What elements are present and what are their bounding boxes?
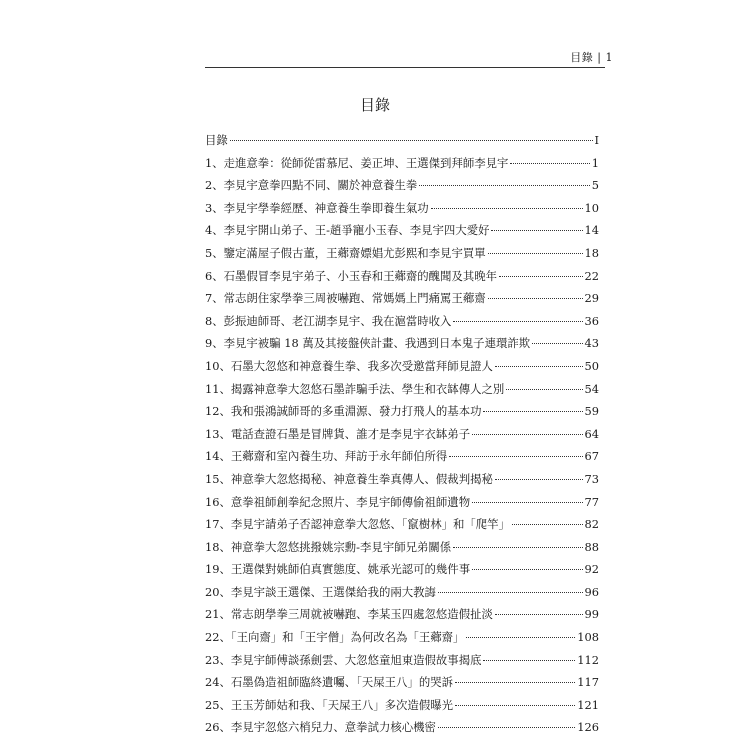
page-title: 目錄 [359, 96, 390, 114]
toc-entry-page: 36 [584, 313, 599, 328]
toc-entry [205, 561, 599, 584]
toc-entry [205, 177, 599, 200]
toc-entry-title: 26、李見宇忽悠六梢兒力、意拳試力核心機密 [205, 720, 436, 735]
dot-leader [491, 230, 582, 231]
toc-entry-page: 50 [584, 358, 599, 373]
toc-entry-page: 99 [584, 607, 599, 622]
toc-entry [205, 358, 599, 381]
running-head: 目錄 | 1 [570, 51, 613, 64]
toc-entry-title: 19、王選傑對姚師伯真實態度、姚承光認可的幾件事 [205, 562, 471, 577]
toc-entry-page: 22 [584, 268, 599, 283]
toc-entry-page: 73 [584, 471, 599, 486]
toc-entry-page: 108 [577, 630, 599, 645]
dot-leader [532, 343, 582, 344]
toc-entry [205, 494, 599, 517]
dot-leader [472, 434, 582, 435]
dot-leader [510, 163, 589, 164]
dot-leader [483, 660, 575, 661]
toc-entry-title: 6、石墨假冒李見宇弟子、小玉春和王薌齋的醜聞及其晚年 [205, 268, 498, 283]
toc-entry-title: 17、李見宇請弟子否認神意拳大忽悠、「竄樹林」和「爬竿」 [205, 517, 510, 532]
dot-leader [472, 502, 582, 503]
toc-entry-page: 10 [584, 200, 599, 215]
dot-leader [488, 253, 583, 254]
toc-entry [205, 516, 599, 539]
dot-leader [512, 524, 583, 525]
toc-entry [205, 381, 599, 404]
toc-entry-title: 12、我和張鴻誠師哥的多重淵源、發力打飛人的基本功 [205, 404, 482, 419]
dot-leader [499, 276, 582, 277]
dot-leader [495, 614, 583, 615]
toc-entry-page: 54 [584, 381, 599, 396]
toc-entry-page: I [594, 133, 599, 147]
toc-entry-page: 92 [584, 562, 599, 577]
toc-entry [205, 674, 599, 697]
dot-leader [472, 569, 582, 570]
toc-entry-page: 112 [577, 652, 599, 667]
toc-entry [205, 403, 599, 426]
dot-leader [438, 592, 583, 593]
toc-entry [205, 268, 599, 291]
toc-entry-page: 88 [584, 539, 599, 554]
toc-entry-page: 117 [577, 675, 599, 690]
toc-entry-title: 13、電話查證石墨是冒牌貨、誰才是李見宇衣缽弟子 [205, 426, 471, 441]
toc-entry [205, 335, 599, 358]
toc-entry-page: 29 [584, 291, 599, 306]
dot-leader [488, 298, 583, 299]
toc-entry-page: 18 [584, 245, 599, 260]
toc-entry-page: 126 [577, 720, 599, 735]
toc-entry [205, 652, 599, 675]
toc-entry-title: 2、李見宇意拳四點不同、關於神意養生拳 [205, 178, 418, 193]
toc-entry-title: 10、石墨大忽悠和神意養生拳、我多次受邀當拜師見證人 [205, 358, 493, 373]
toc-entry-page: 59 [584, 404, 599, 419]
dot-leader [455, 705, 575, 706]
toc-entry [205, 200, 599, 223]
toc-entry-title: 14、王薌齋和室內養生功、拜訪于永年師伯所得 [205, 449, 448, 464]
toc-entry-title: 23、李見宇師傅談孫劍雲、大忽悠童旭東造假故事揭底 [205, 652, 482, 667]
toc-entry [205, 290, 599, 313]
toc-entry-title: 9、李見宇被騙 18 萬及其接盤俠計畫、我遇到日本鬼子連環詐欺 [205, 336, 531, 351]
dot-leader [455, 682, 575, 683]
toc-entry [205, 539, 599, 562]
toc-entry-title: 25、王玉芳師姑和我、「天屎王八」多次造假曝光 [205, 697, 453, 712]
toc-entry [205, 132, 599, 155]
header-rule [205, 67, 605, 68]
toc-entry-title: 4、李見宇開山弟子、王-趙爭寵小玉春、李見宇四大愛好 [205, 223, 490, 238]
toc-entry [205, 629, 599, 652]
dot-leader [431, 208, 583, 209]
toc-entry-page: 64 [584, 426, 599, 441]
dot-leader [483, 411, 582, 412]
toc-entry-title: 7、常志朗住家學拳三周被嚇跑、常媽媽上門痛罵王薌齋 [205, 291, 486, 306]
toc-entry [205, 222, 599, 245]
dot-leader [495, 479, 583, 480]
dot-leader [438, 727, 575, 728]
toc-entry-title: 24、石墨偽造祖師臨終遺囑、「天屎王八」的哭訴 [205, 675, 453, 690]
toc-entry-title: 20、李見宇談王選傑、王選傑給我的兩大教誨 [205, 584, 436, 599]
toc-entry-page: 96 [584, 584, 599, 599]
toc-entry-page: 77 [584, 494, 599, 509]
dot-leader [453, 321, 582, 322]
dot-leader [453, 547, 582, 548]
toc-list [205, 132, 599, 742]
toc-entry-title: 5、鑒定滿屋子假古董，王薌齋嫖娼尤彭熙和李見宇買單 [205, 245, 486, 260]
dot-leader [419, 185, 589, 186]
toc-entry [205, 155, 599, 178]
toc-entry [205, 719, 599, 742]
toc-entry-page: 121 [577, 697, 599, 712]
dot-leader [495, 366, 583, 367]
toc-entry [205, 471, 599, 494]
toc-entry-page: 5 [591, 178, 599, 193]
dot-leader [449, 456, 582, 457]
toc-entry [205, 245, 599, 268]
toc-entry [205, 426, 599, 449]
dot-leader [466, 637, 575, 638]
toc-entry-page: 82 [584, 517, 599, 532]
toc-entry-title: 18、神意拳大忽悠挑撥姚宗勳-李見宇師兄弟關係 [205, 539, 452, 554]
toc-entry-title: 22、「王向齋」和「王宇僧」為何改名為「王薌齋」 [205, 630, 465, 645]
toc-entry-title: 11、揭露神意拳大忽悠石墨詐騙手法、學生和衣缽傳人之別 [205, 381, 505, 396]
toc-entry-page: 43 [584, 336, 599, 351]
toc-entry-title: 1、走進意拳：從師從雷慕尼、姜正坤、王選傑到拜師李見宇 [205, 155, 509, 170]
toc-entry-page: 1 [591, 155, 599, 170]
toc-entry [205, 584, 599, 607]
toc-entry-title: 15、神意拳大忽悠揭秘、神意養生拳真傳人、假裁判揭秘 [205, 471, 493, 486]
toc-entry [205, 448, 599, 471]
toc-entry [205, 697, 599, 720]
toc-entry-title: 3、李見宇學拳經歷、神意養生拳即養生氣功 [205, 200, 429, 215]
toc-entry [205, 313, 599, 336]
dot-leader [230, 140, 593, 141]
toc-entry-title: 目錄 [205, 133, 228, 147]
toc-entry-title: 16、意拳祖師創拳紀念照片、李見宇師傳偷祖師遺物 [205, 494, 471, 509]
toc-entry-title: 21、常志朗學拳三周就被嚇跑、李某玉四處忽悠造假扯淡 [205, 607, 493, 622]
toc-entry [205, 606, 599, 629]
toc-entry-page: 14 [584, 223, 599, 238]
dot-leader [506, 389, 582, 390]
toc-entry-title: 8、彭振迪師哥、老江湖李見宇、我在滬當時收入 [205, 313, 452, 328]
toc-entry-page: 67 [584, 449, 599, 464]
